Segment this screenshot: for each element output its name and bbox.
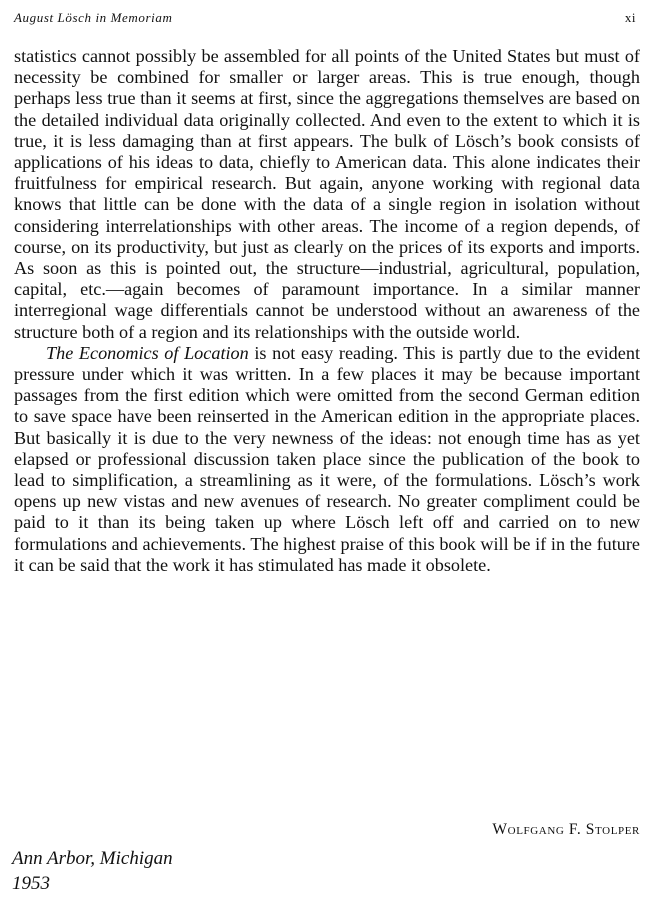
- paragraph: statistics cannot possibly be assembled for all points of the United States but must of necessity be combined for smaller or larger areas. This is true enough, though perhaps less true than it seems at first, since the aggregations themselves are based on the detailed individual data originally collected. And even to the extent to which it is true, it is less damaging than at first appears. The bulk of Lösch’s book consists of applications of his ideas to data, chiefly to American data. This alone indicates their fruitfulness for empirical research. But again, anyone working with regional data knows that little can be done with the data of a single region in isolation without considering interrelationships with other areas. The income of a region depends, of course, on its productivity, but just as clearly on the prices of its exports and imports. As soon as this is pointed out, the structure—industrial, agricultural, population, capital, etc.—again becomes of paramount importance. In a similar manner interregional wage differentials cannot be understood without an awareness of the structure both of a region and its relationships with the outside world.: [14, 46, 640, 342]
- paragraph: [14, 343, 640, 576]
- body-text: [14, 46, 640, 576]
- author-signature: Wolfgang F. Stolper: [492, 821, 640, 838]
- signing-place: Ann Arbor, Michigan: [12, 848, 173, 869]
- signing-year: 1953: [12, 873, 50, 894]
- book-page: [12, 0, 640, 908]
- book-title: The Economics of Location: [46, 342, 249, 363]
- paragraph-text: is not easy reading. This is partly due to the evident pressure under which it was written. In a few places it may be because important passages from the first edition which were omitted from the second German edition to save space have been reinserted in the American edition in the appropriate places. But basically it is due to the very newness of the ideas: not enough time has as yet elapsed or professional discussion taken place since the publication of the book to lead to simplification, a streamlining as it were, of the formulations. Lösch’s work opens up new vistas and new avenues of research. No greater compliment could be paid to it than its being taken up where Lösch left off and carried on to new formulations and achievements. The highest praise of this book will be if in the future it can be said that the work it has stimulated has made it obsolete.: [14, 342, 640, 575]
- running-head: [12, 10, 640, 28]
- page-number: xi: [624, 10, 636, 25]
- running-head-title: August Lösch in Memoriam: [14, 10, 173, 25]
